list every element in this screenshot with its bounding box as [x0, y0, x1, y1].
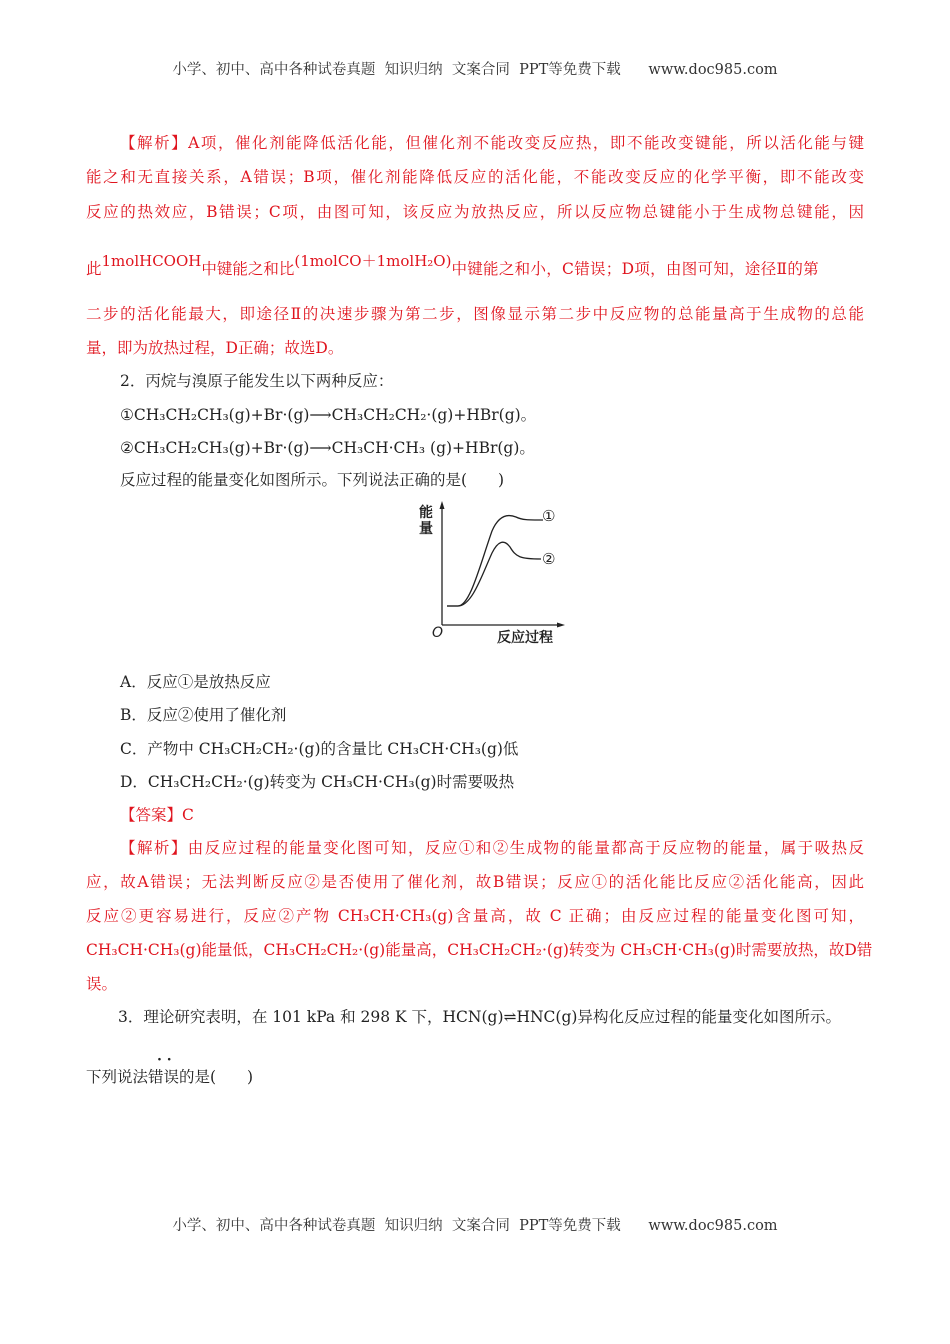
option-a: A．反应①是放热反应: [120, 673, 271, 691]
q3-stem: 3．理论研究表明，在 101 kPa 和 298 K 下，HCN(g)⇌HNC(g)异构化反应过程的能量变化如图所示。: [118, 1008, 841, 1026]
q1-analysis-line: 反应的热效应，B错误；C项，由图可知，该反应为放热反应，所以反应物总键能小于生成物总键能，因: [86, 203, 864, 221]
analysis-text: 中键能之和比: [201, 260, 295, 278]
formula-co-h2o: (1molCO＋1molH₂O): [294, 252, 452, 270]
q2-analysis-line: 应，故A错误；无法判断反应②是否使用了催化剂，故B错误；反应①的活化能比反应②活化能高，因此: [86, 873, 864, 891]
q2-reaction-2: ②CH₃CH₂CH₃(g)+Br·(g)⟶CH₃CH·CH₃ (g)+HBr(g)。: [120, 439, 535, 457]
energy-diagram: [410, 495, 580, 650]
analysis-text: 【解析】由反应过程的能量变化图可知，反应①和②生成物的能量都高于反应物的能量，属于吸热反: [120, 839, 864, 857]
curve-2: [447, 542, 541, 606]
q2-answer: 【答案】C: [120, 806, 194, 824]
q2-analysis-line: 反应②更容易进行，反应②产物 CH₃CH·CH₃(g)含量高，故 C 正确；由反应过程的能量变化图可知，: [86, 907, 864, 925]
page-footer: 小学、初中、高中各种试卷真题 知识归纳 文案合同 PPT等免费下载 www.doc985.com: [172, 1218, 778, 1234]
page-header: 小学、初中、高中各种试卷真题 知识归纳 文案合同 PPT等免费下载 www.doc985.com: [172, 62, 778, 78]
q2-reaction-1: ①CH₃CH₂CH₃(g)+Br·(g)⟶CH₃CH₂CH₂·(g)+HBr(g)。: [120, 406, 537, 424]
curve-2-label: ②: [542, 550, 556, 568]
option-c: C．产物中 CH₃CH₂CH₂·(g)的含量比 CH₃CH·CH₃(g)低: [120, 740, 519, 758]
q1-analysis-line: [86, 133, 864, 153]
curve-1: [447, 516, 543, 606]
y-axis-arrow: [440, 501, 445, 509]
analysis-text: 中键能之和小，C错误；D项，由图可知，途径Ⅱ的第: [451, 260, 819, 278]
q2-question: 反应过程的能量变化如图所示。下列说法正确的是( ): [120, 471, 505, 489]
x-label: 反应过程: [497, 630, 553, 646]
formula-hcooh: 1molHCOOH: [101, 252, 202, 270]
q1-analysis-line: 能之和无直接关系，A错误；B项，催化剂能降低反应的活化能，不能改变反应的化学平衡，即不能改变: [86, 168, 864, 186]
q2-analysis-line: CH₃CH·CH₃(g)能量低，CH₃CH₂CH₂·(g)能量高，CH₃CH₂CH₂·(g)转变为 CH₃CH·CH₃(g)时需要放热，故D错: [86, 941, 873, 959]
emphasis-dots: · ·: [157, 1052, 172, 1068]
curve-1-label: ①: [542, 507, 556, 525]
analysis-text: 【解析】A项，催化剂能降低活化能，但催化剂不能改变反应热，即不能改变键能，所以活化能与键: [120, 134, 864, 152]
q2-stem: 2．丙烷与溴原子能发生以下两种反应：: [120, 372, 394, 390]
y-label-1: 能: [419, 505, 433, 521]
q1-analysis-line: 二步的活化能最大，即途径Ⅱ的决速步骤为第二步，图像显示第二步中反应物的总能量高于生成物的总能: [86, 305, 864, 323]
q2-analysis-line: [86, 838, 864, 858]
option-d: D．CH₃CH₂CH₂·(g)转变为 CH₃CH·CH₃(g)时需要吸热: [120, 773, 515, 791]
q3-question: 下列说法错误的是( ): [86, 1068, 254, 1086]
q1-analysis-line: [86, 252, 864, 279]
analysis-text: 此: [86, 260, 102, 278]
q1-analysis-line: 量，即为放热过程，D正确；故选D。: [86, 339, 344, 357]
x-axis-arrow: [557, 623, 565, 628]
origin-label: O: [432, 625, 444, 641]
q2-analysis-line: 误。: [86, 975, 118, 993]
option-b: B．反应②使用了催化剂: [120, 706, 287, 724]
y-label-2: 量: [419, 521, 433, 537]
